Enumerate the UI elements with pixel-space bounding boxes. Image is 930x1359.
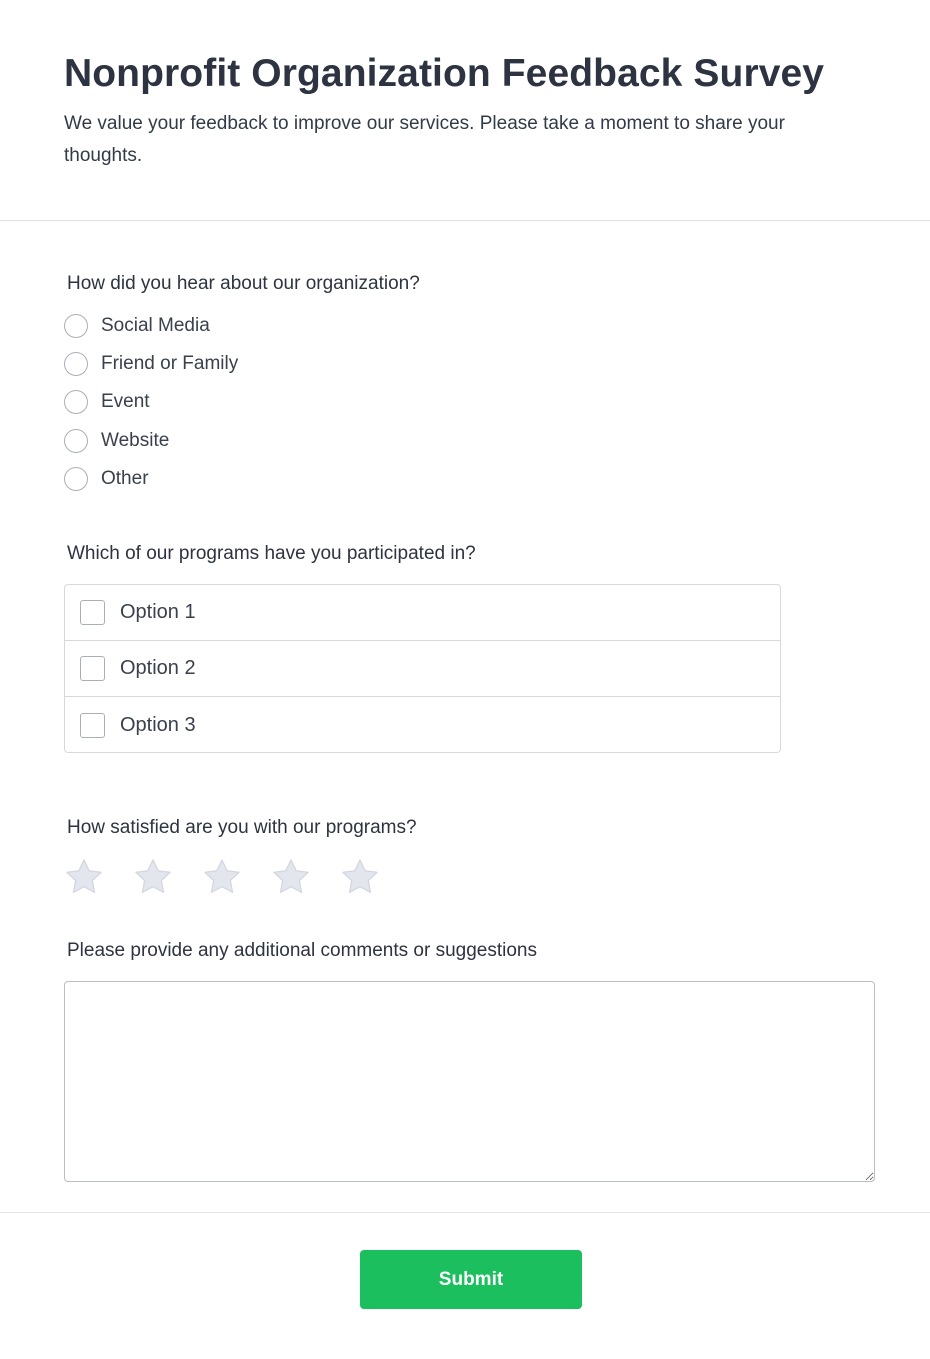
question-comments-label: Please provide any additional comments or suggestions bbox=[67, 940, 537, 961]
radio-button[interactable] bbox=[64, 429, 88, 453]
radio-option-label: Friend or Family bbox=[101, 353, 239, 374]
star-rating bbox=[64, 857, 409, 897]
star-1-icon[interactable] bbox=[64, 857, 104, 897]
radio-option-label: Social Media bbox=[101, 315, 210, 336]
checkbox-option-3[interactable] bbox=[65, 697, 780, 753]
radio-option-event[interactable] bbox=[64, 389, 150, 415]
radio-button[interactable] bbox=[64, 352, 88, 376]
checkbox-option-label: Option 1 bbox=[120, 601, 196, 623]
radio-option-social-media[interactable] bbox=[64, 313, 210, 339]
page-title: Nonprofit Organization Feedback Survey bbox=[64, 52, 825, 95]
page-description: We value your feedback to improve our services. Please take a moment to share your thoughts. bbox=[64, 113, 785, 166]
star-5-icon[interactable] bbox=[340, 857, 380, 897]
radio-option-label: Website bbox=[101, 430, 170, 451]
checkbox[interactable] bbox=[80, 656, 105, 681]
star-4-icon[interactable] bbox=[271, 857, 311, 897]
radio-button[interactable] bbox=[64, 390, 88, 414]
checkbox-option-2[interactable] bbox=[65, 641, 780, 697]
radio-option-website[interactable] bbox=[64, 428, 169, 454]
programs-checkbox-group bbox=[64, 584, 781, 753]
star-3-icon[interactable] bbox=[202, 857, 242, 897]
survey-header bbox=[0, 0, 930, 221]
question-satisfaction-label: How satisfied are you with our programs? bbox=[67, 817, 417, 838]
checkbox[interactable] bbox=[80, 600, 105, 625]
radio-button[interactable] bbox=[64, 314, 88, 338]
radio-option-friend-or-family[interactable] bbox=[64, 351, 238, 377]
checkbox-option-1[interactable] bbox=[65, 585, 780, 641]
submit-button[interactable]: Submit bbox=[360, 1250, 582, 1309]
comments-textarea[interactable] bbox=[64, 981, 875, 1182]
radio-option-label: Other bbox=[101, 468, 149, 489]
question-programs-label: Which of our programs have you participated in? bbox=[67, 543, 476, 564]
question-hear-about-label: How did you hear about our organization? bbox=[67, 273, 420, 294]
footer-divider bbox=[0, 1212, 930, 1213]
checkbox[interactable] bbox=[80, 713, 105, 738]
checkbox-option-label: Option 3 bbox=[120, 713, 196, 736]
radio-button[interactable] bbox=[64, 467, 88, 491]
star-2-icon[interactable] bbox=[133, 857, 173, 897]
radio-option-other[interactable] bbox=[64, 466, 149, 492]
radio-option-label: Event bbox=[101, 391, 150, 412]
checkbox-option-label: Option 2 bbox=[120, 657, 196, 679]
